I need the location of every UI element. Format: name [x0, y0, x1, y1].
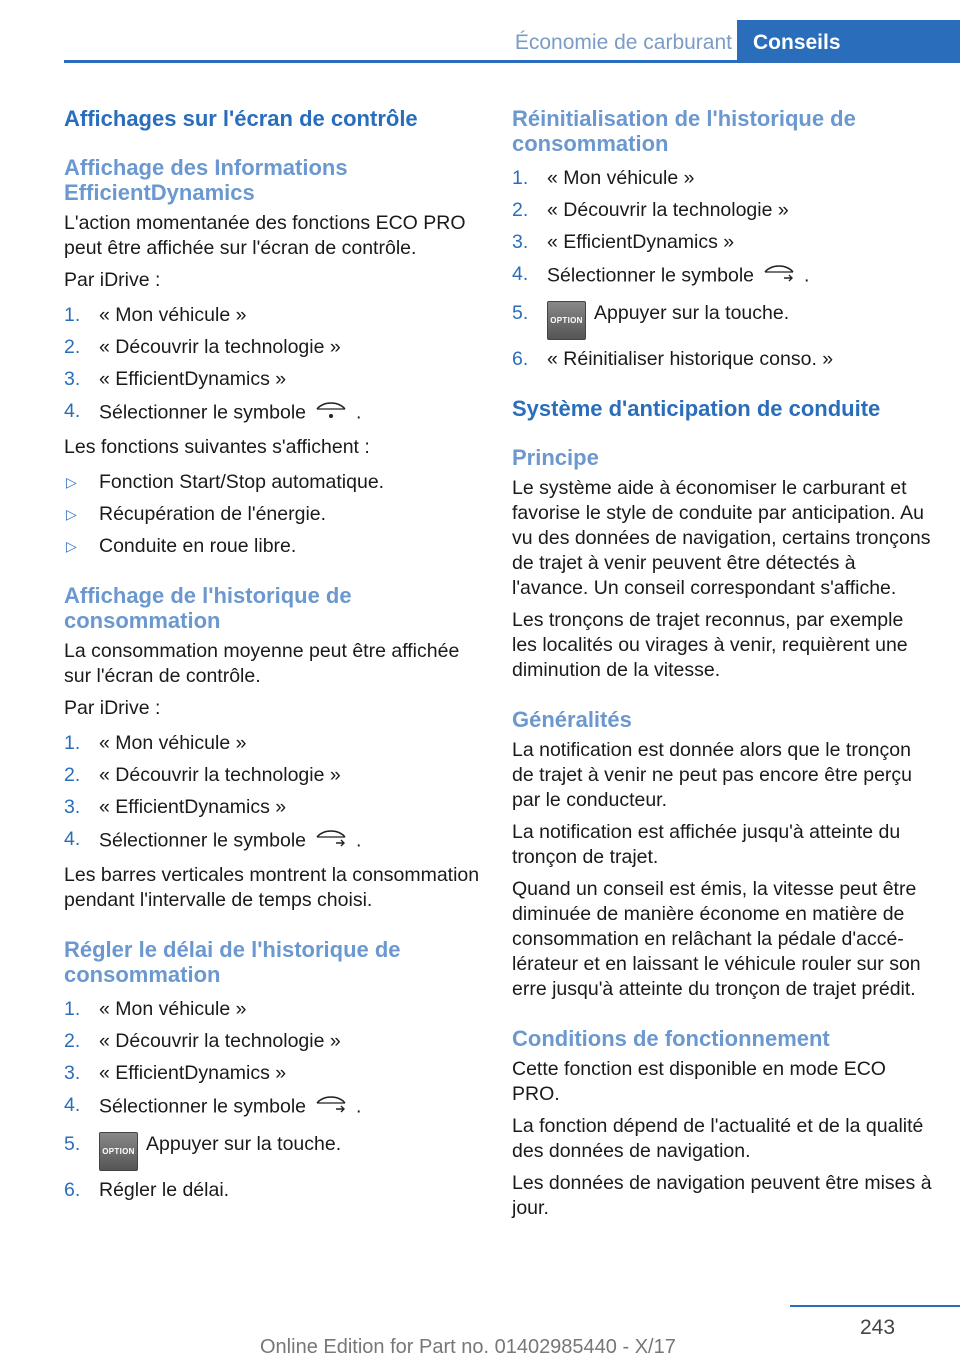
header-tab-conseils: Conseils [737, 20, 960, 63]
paragraph: Les fonctions suivantes s'affichent : [64, 436, 370, 458]
subheading-delai: Régler le délai de l'historique de consommation [64, 937, 401, 987]
triangle-bullet-icon: ▷ [66, 474, 77, 490]
steps-list [512, 166, 932, 372]
steps-list [64, 731, 484, 856]
paragraph: Les barres verticales montrent la consommation pendant l'intervalle de temps choisi. [64, 864, 480, 911]
paragraph: Les données de navigation peuvent être mises à jour. [512, 1172, 932, 1219]
paragraph: La notification est affichée jusqu'à atteinte du tronçon de trajet. [512, 821, 901, 868]
option-button-icon: OPTION [547, 301, 586, 340]
list-item: 5. OPTION Appuyer sur la touche. [512, 301, 932, 340]
car-consumption-icon [762, 262, 796, 291]
list-item: 4. Sélectionner le symbole . [64, 827, 484, 856]
subheading-reinitialisation: Réinitialisation de l'historique de consommation [512, 106, 856, 156]
list-item: 6. Régler le délai. [64, 1179, 230, 1201]
list-item: 1. « Mon véhicule » [64, 732, 247, 754]
list-item: 2. « Découvrir la technologie » [64, 1030, 341, 1052]
subheading-principe: Principe [512, 445, 599, 470]
car-consumption-icon [314, 1093, 348, 1122]
paragraph: La consommation moyenne peut être affichée sur l'écran de contrôle. [64, 640, 460, 687]
paragraph: Par iDrive : [64, 269, 161, 291]
list-item: 2. « Découvrir la technologie » [512, 199, 789, 221]
list-item: 1. « Mon véhicule » [64, 998, 247, 1020]
list-item: 3. « EfficientDynamics » [512, 231, 735, 253]
header-rule [64, 60, 960, 63]
triangle-bullet-icon: ▷ [66, 506, 77, 522]
paragraph: Cette fonction est disponible en mode ECO PRO. [512, 1058, 886, 1105]
paragraph: La notification est donnée alors que le tronçon de trajet à venir ne peut pas encore être perçu par le conducteur. [512, 739, 912, 811]
list-item: 2. « Découvrir la technologie » [64, 764, 341, 786]
right-column [512, 100, 932, 1228]
list-item: 4. Sélectionner le symbole . [512, 262, 932, 291]
paragraph: Quand un conseil est émis, la vitesse peut être diminuée de manière économe en matière de consommation en relâchant la pédale d'accélérateur et en laissant le véhicule rouler sur son erre jusqu'à atteinte du tronçon de trajet prédit. [512, 878, 921, 1000]
list-item: 3. « EfficientDynamics » [64, 368, 287, 390]
steps-list [64, 997, 484, 1203]
list-item: ▷ Récupération de l'énergie. [66, 503, 327, 525]
subheading-conditions: Conditions de fonctionnement [512, 1026, 830, 1051]
steps-list [64, 303, 484, 428]
triangle-bullet-icon: ▷ [66, 538, 77, 554]
list-item: 5. OPTION Appuyer sur la touche. [64, 1132, 484, 1171]
list-item: 6. « Réinitialiser historique conso. » [512, 348, 834, 370]
footer-rule [790, 1305, 960, 1307]
footer-edition: Online Edition for Part no. 01402985440 - X/17 [260, 1336, 676, 1358]
list-item: 1. « Mon véhicule » [512, 167, 695, 189]
subheading-info-efficientdynamics: Affichage des Informations EfficientDynamics [64, 155, 348, 205]
list-item: 3. « EfficientDynamics » [64, 1062, 287, 1084]
option-button-icon: OPTION [99, 1132, 138, 1171]
heading-affichages: Affichages sur l'écran de contrôle [64, 106, 418, 131]
paragraph: Le système aide à économiser le carburant et favorise le style de conduite par anticipation. Au vu des données de navigation, certains tronçons de trajet à venir peuvent être détectés à l'avance. Un conseil correspondant s'affiche. [512, 477, 931, 599]
list-item: 4. Sélectionner le symbole . [64, 1093, 484, 1122]
heading-anticipation: Système d'anticipation de conduite [512, 396, 881, 421]
paragraph: Par iDrive : [64, 697, 161, 719]
paragraph: La fonction dépend de l'actualité et de la qualité des données de navigation. [512, 1115, 924, 1162]
car-consumption-icon [314, 827, 348, 856]
list-item: ▷ Fonction Start/Stop automatique. [66, 471, 385, 493]
subheading-historique: Affichage de l'historique de consommation [64, 583, 352, 633]
list-item: 1. « Mon véhicule » [64, 304, 247, 326]
left-column [64, 100, 484, 1210]
list-item: 4. Sélectionner le symbole . [64, 399, 484, 428]
car-sparkle-icon [314, 399, 348, 428]
subheading-generalites: Généralités [512, 707, 632, 732]
page-number: 243 [860, 1316, 896, 1339]
paragraph: L'action momentanée des fonctions ECO PRO peut être affichée sur l'écran de contrôle. [64, 212, 466, 259]
list-item: ▷ Conduite en roue libre. [66, 535, 297, 557]
bullet-list [64, 470, 484, 559]
list-item: 3. « EfficientDynamics » [64, 796, 287, 818]
list-item: 2. « Découvrir la technologie » [64, 336, 341, 358]
header-section-title: Économie de carburant [514, 31, 732, 54]
paragraph: Les tronçons de trajet reconnus, par exemple les localités ou virages à venir, requièrent une diminution de la vitesse. [512, 609, 908, 681]
